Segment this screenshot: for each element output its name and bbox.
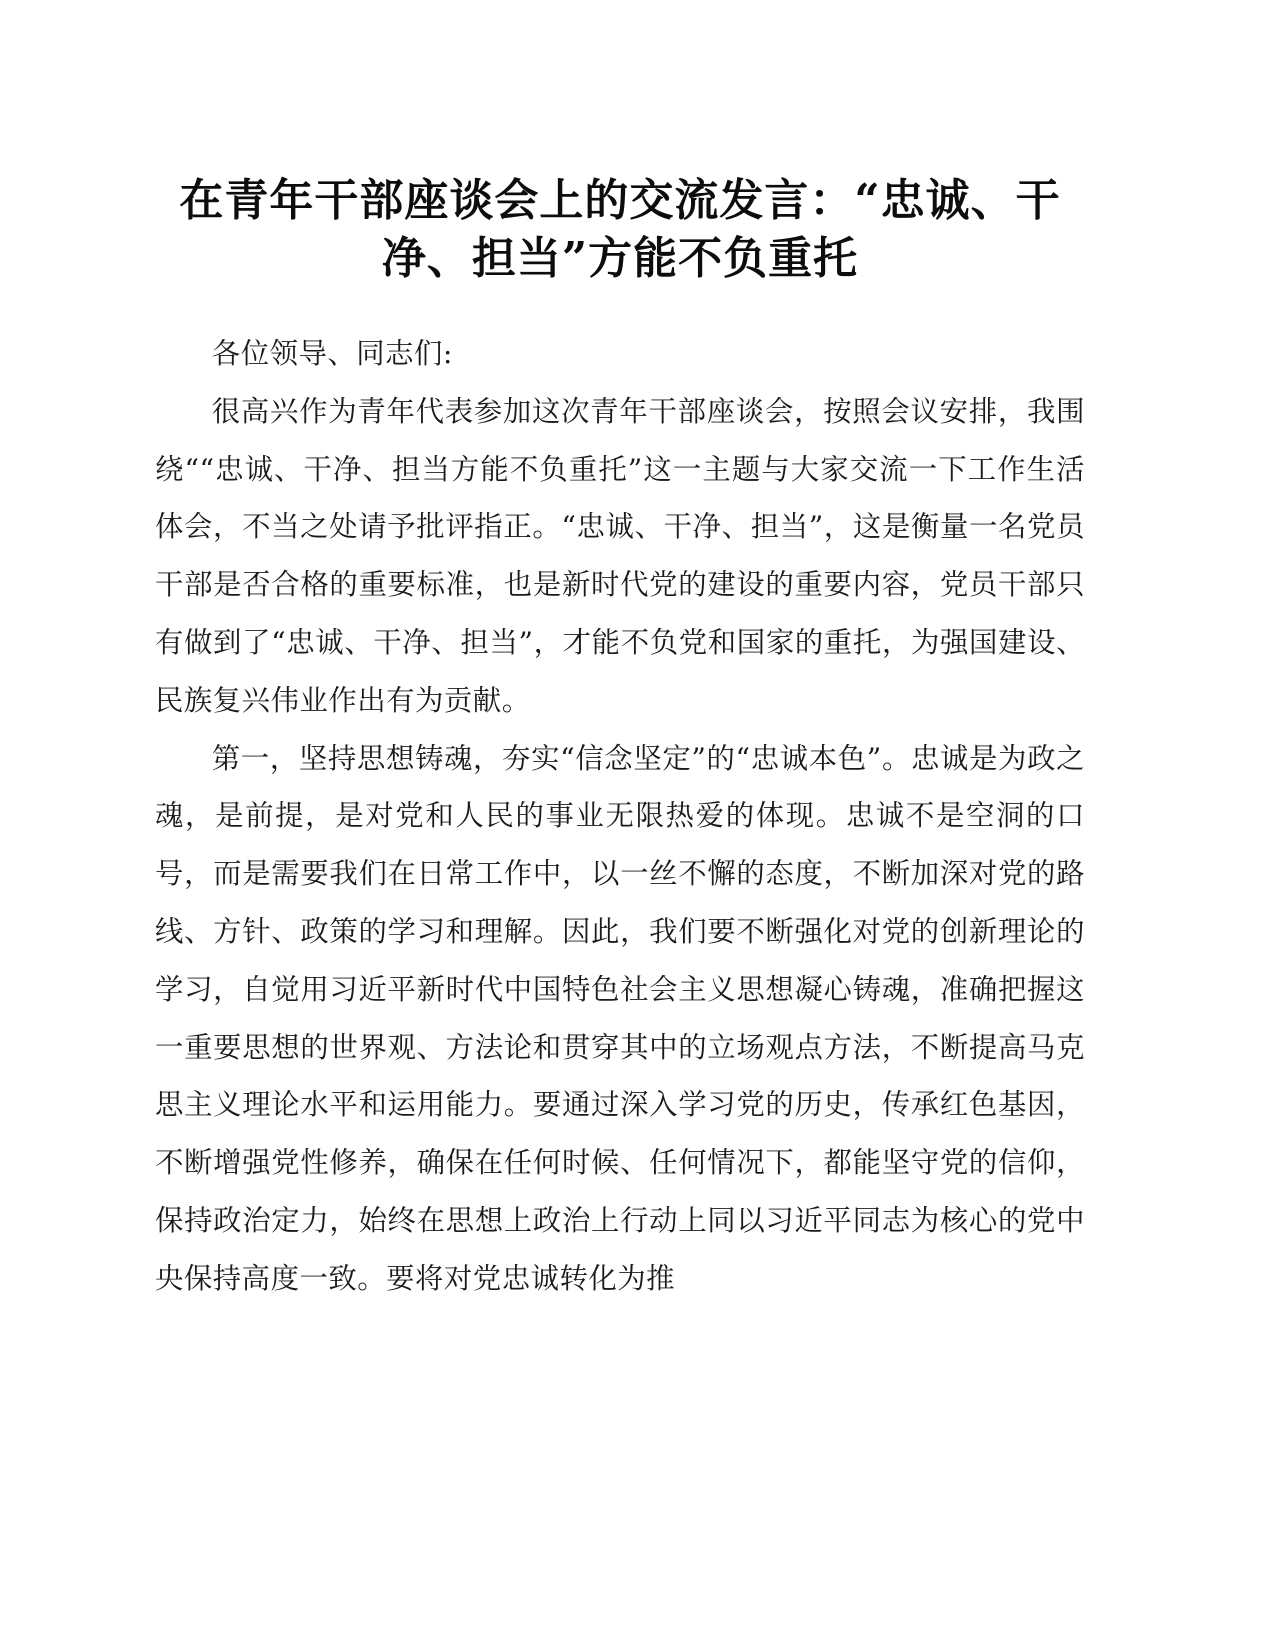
intro-paragraph: 很高兴作为青年代表参加这次青年干部座谈会，按照会议安排，我围绕““忠诚、干净、担当方能不负重托”这一主题与大家交流一下工作生活体会，不当之处请予批评指正。“忠诚、干净、担当”，这是衡量一名党员干部是否合格的重要标准，也是新时代党的建设的重要内容，党员干部只有做到了“忠诚、干净、担当”，才能不负党和国家的重托，为强国建设、民族复兴伟业作出有为贡献。: [155, 394, 1085, 717]
salutation-paragraph: 各位领导、同志们:: [211, 337, 453, 370]
first-point-paragraph: 第一，坚持思想铸魂，夯实“信念坚定”的“忠诚本色”。忠诚是为政之魂，是前提，是对党和人民的事业无限热爱的体现。忠诚不是空洞的口号，而是需要我们在日常工作中，以一丝不懈的态度，不断加深对党的路线、方针、政策的学习和理解。因此，我们要不断强化对党的创新理论的学习，自觉用习近平新时代中国特色社会主义思想凝心铸魂，准确把握这一重要思想的世界观、方法论和贯穿其中的立场观点方法，不断提高马克思主义理论水平和运用能力。要通过深入学习党的历史，传承红色基因，不断增强党性修养，确保在任何时候、任何情况下，都能坚守党的信仰，保持政治定力，始终在思想上政治上行动上同以习近平同志为核心的党中央保持高度一致。要将对党忠诚转化为推: [155, 741, 1085, 1295]
document-body: [155, 325, 1085, 1308]
document-title: 在青年干部座谈会上的交流发言：“忠诚、干净、担当”方能不负重托: [179, 175, 1061, 284]
